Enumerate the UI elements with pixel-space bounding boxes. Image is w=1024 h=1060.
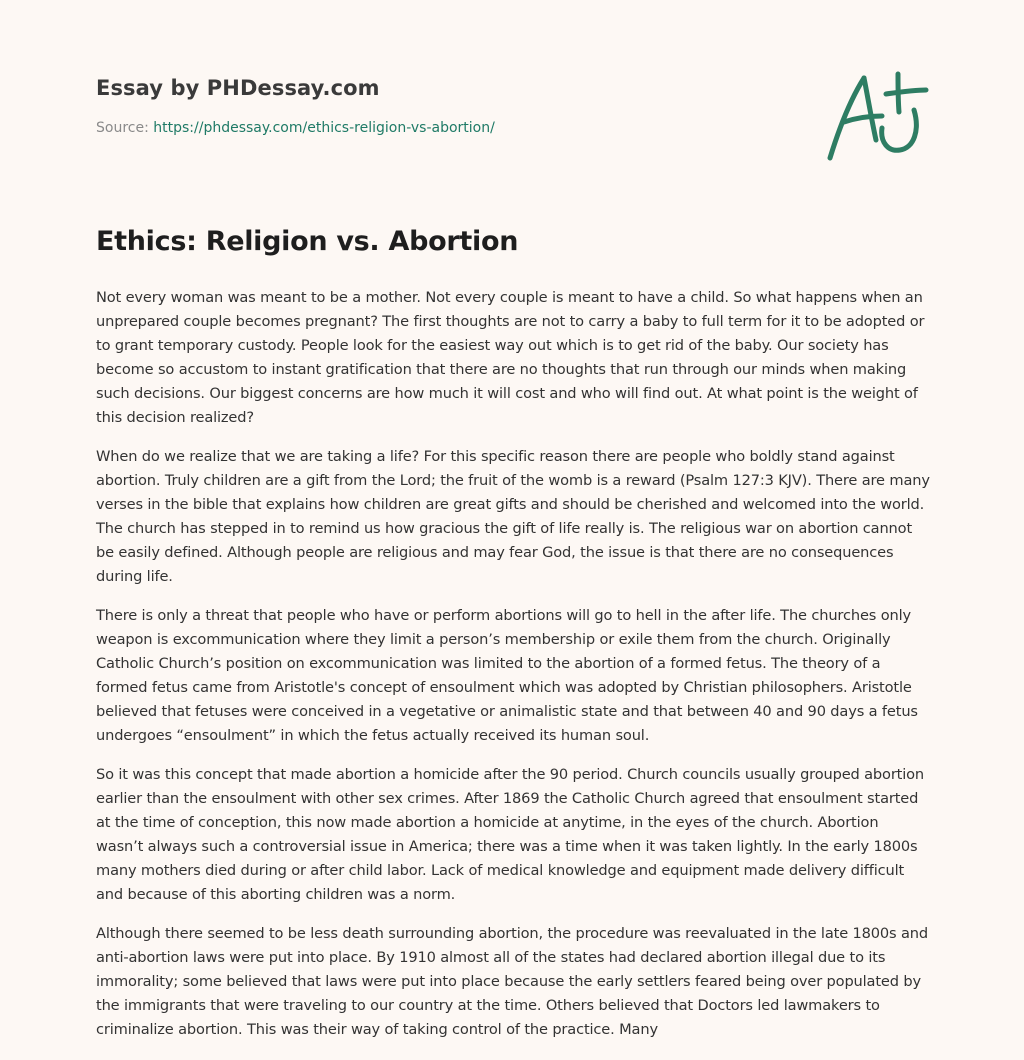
site-brand: Essay by PHDessay.com xyxy=(96,76,380,100)
source-label: Source: xyxy=(96,120,149,136)
a-plus-icon xyxy=(822,66,932,166)
essay-paragraph: There is only a threat that people who have or perform abortions will go to hell in the after life. The churches only weapon is excommunication where they limit a person’s membership or exile them from the church. Originally Catholic Church’s position on excommunication was limited to the abortion of a formed fetus. The theory of a formed fetus came from Aristotle's concept of ensoulment which was adopted by Christian philosophers. Aristotle believed that fetuses were conceived in a vegetative or animalistic state and that between 40 and 90 days a fetus undergoes “ensoulment” in which the fetus actually received its human soul. xyxy=(96,607,918,744)
essay-paragraph: Although there seemed to be less death surrounding abortion, the procedure was reevaluated in the late 1800s and anti-abortion laws were put into place. By 1910 almost all of the states had declared abortion illegal due to its immorality; some believed that laws were put into place because the early settlers feared being over populated by the immigrants that were traveling to our country at the time. Others believed that Doctors led lawmakers to criminalize abortion. This was their way of taking control of the practice. Many xyxy=(96,925,928,1038)
essay-paragraph: When do we realize that we are taking a life? For this specific reason there are people who boldly stand against abortion. Truly children are a gift from the Lord; the fruit of the womb is a reward (Psalm 127:3 KJV). There are many verses in the bible that explains how children are great gifts and should be cherished and welcomed into the world. The church has stepped in to remind us how gracious the gift of life really is. The religious war on abortion cannot be easily defined. Although people are religious and may fear God, the issue is that there are no consequences during life. xyxy=(96,448,930,585)
essay-header xyxy=(96,76,796,136)
source-line xyxy=(96,120,796,136)
essay-paragraph: Not every woman was meant to be a mother. Not every couple is meant to have a child. So what happens when an unprepared couple becomes pregnant? The first thoughts are not to carry a baby to full term for it to be adopted or to grant temporary custody. People look for the easiest way out which is to get rid of the baby. Our society has become so accustom to instant gratification that there are no thoughts that run through our minds when making such decisions. Our biggest concerns are how much it will cost and who will find out. At what point is the weight of this decision realized? xyxy=(96,289,925,426)
source-link[interactable]: https://phdessay.com/ethics-religion-vs-abortion/ xyxy=(153,120,495,136)
essay-body xyxy=(96,286,930,1057)
essay-paragraph: So it was this concept that made abortion a homicide after the 90 period. Church councils usually grouped abortion earlier than the ensoulment with other sex crimes. After 1869 the Catholic Church agreed that ensoulment started at the time of conception, this now made abortion a homicide at anytime, in the eyes of the church. Abortion wasn’t always such a controversial issue in America; there was a time when it was taken lightly. In the early 1800s many mothers died during or after child labor. Lack of medical knowledge and equipment made delivery difficult and because of this aborting children was a norm. xyxy=(96,766,925,903)
essay-title: Ethics: Religion vs. Abortion xyxy=(96,226,519,257)
